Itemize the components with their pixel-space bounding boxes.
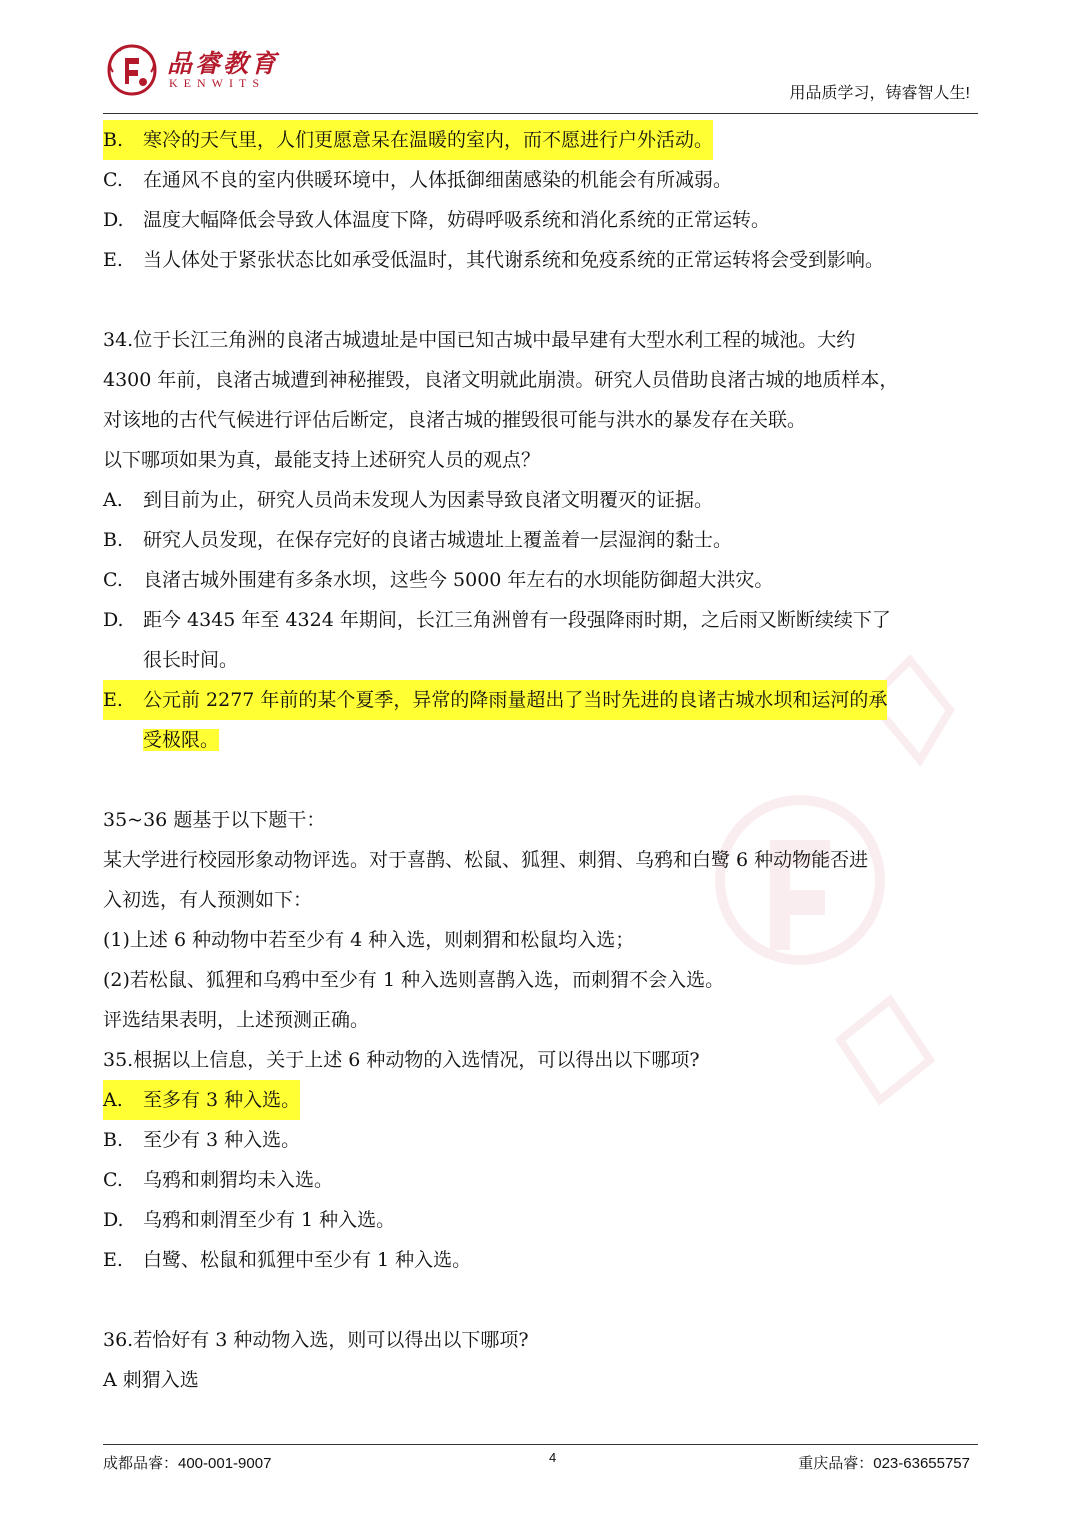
option-label: C. <box>103 569 123 591</box>
option-text: 寒冷的天气里，人们更愿意呆在温暖的室内，而不愿进行户外活动。 <box>143 129 714 151</box>
q35-36-stem-line-3: (1)上述 6 种动物中若至少有 4 种入选，则刺猬和松鼠均入选； <box>103 929 635 951</box>
q34-option-e-continuation <box>103 720 219 760</box>
q34-question: 以下哪项如果为真，最能支持上述研究人员的观点？ <box>103 449 541 471</box>
q35-option-a <box>103 1080 300 1120</box>
brand-logo <box>103 42 283 97</box>
highlight-mark <box>103 120 713 160</box>
option-label: B. <box>103 129 124 151</box>
highlight-mark <box>103 680 887 720</box>
option-text: 乌鸦和刺猬均未入选。 <box>143 1169 334 1191</box>
highlight-mark <box>103 1080 300 1120</box>
option-label: C. <box>103 1169 123 1191</box>
logo-emblem-icon <box>103 42 161 97</box>
option-label: B. <box>103 529 124 551</box>
logo-chinese-text: 品睿教育 <box>167 49 280 78</box>
option-label: A. <box>103 489 123 511</box>
q34-stem-line-3: 对该地的古代气候进行评估后断定，良渚古城的摧毁很可能与洪水的暴发存在关联。 <box>103 409 807 431</box>
footer-chengdu-contact: 成都品睿：400-001-9007 <box>103 1455 272 1472</box>
q33-option-c <box>103 160 732 200</box>
option-label: E. <box>103 1249 123 1271</box>
q36-option-a: A 刺猬入选 <box>103 1369 199 1391</box>
option-label: C. <box>103 169 123 191</box>
page-footer <box>0 1440 1080 1500</box>
q35-option-c <box>103 1160 333 1200</box>
option-text: 到目前为止，研究人员尚未发现人为因素导致良渚文明覆灭的证据。 <box>143 489 714 511</box>
option-label: E. <box>103 249 123 271</box>
logo-english-text: KENWITS <box>169 76 265 90</box>
q34-option-a <box>103 480 713 520</box>
header-divider <box>103 113 978 114</box>
q35-36-stem-line-4: (2)若松鼠、狐狸和乌鸦中至少有 1 种入选则喜鹊入选，而刺猬不会入选。 <box>103 969 725 991</box>
q35-option-b <box>103 1120 300 1160</box>
q34-option-c <box>103 560 773 600</box>
q35-36-stem-line-1: 某大学进行校园形象动物评选。对于喜鹊、松鼠、狐狸、刺猬、乌鸦和白鹭 6 种动物能否进 <box>103 849 869 871</box>
page-header <box>0 0 1080 116</box>
option-label: D. <box>103 1209 124 1231</box>
q35-36-stem-line-5: 评选结果表明，上述预测正确。 <box>103 1009 370 1031</box>
q35-question: 35.根据以上信息，关于上述 6 种动物的入选情况，可以得出以下哪项? <box>103 1049 700 1071</box>
highlight-mark: 受极限。 <box>143 729 220 751</box>
option-label: E. <box>103 689 123 711</box>
option-text: 公元前 2277 年前的某个夏季，异常的降雨量超出了当时先进的良诸古城水坝和运河的承 <box>143 689 888 711</box>
q35-36-intro: 35~36 题基于以下题干： <box>103 809 326 831</box>
q34-option-b <box>103 520 732 560</box>
q33-option-b <box>103 120 713 160</box>
q34-option-d <box>103 600 891 640</box>
option-text: 距今 4345 年至 4324 年期间，长江三角洲曾有一段强降雨时期，之后雨又断断续续下了 <box>143 609 891 631</box>
q33-option-e <box>103 240 884 280</box>
q34-option-d-continuation: 很长时间。 <box>143 649 239 671</box>
option-label: B. <box>103 1129 124 1151</box>
option-text: 乌鸦和刺渭至少有 1 种入选。 <box>143 1209 396 1231</box>
q35-option-e <box>103 1240 471 1280</box>
option-text: 当人体处于紧张状态比如承受低温时，其代谢系统和免疫系统的正常运转将会受到影响。 <box>143 249 885 271</box>
option-text: 温度大幅降低会导致人体温度下降，妨碍呼吸系统和消化系统的正常运转。 <box>143 209 771 231</box>
option-text: 在通风不良的室内供暖环境中，人体抵御细菌感染的机能会有所减弱。 <box>143 169 733 191</box>
footer-divider <box>103 1444 978 1445</box>
header-slogan: 用品质学习，铸睿智人生! <box>789 85 970 102</box>
q35-option-d <box>103 1200 395 1240</box>
option-text: 至少有 3 种入选。 <box>143 1129 301 1151</box>
option-label: D. <box>103 209 124 231</box>
option-label: A. <box>103 1089 123 1111</box>
option-text: 至多有 3 种入选。 <box>143 1089 301 1111</box>
page-number: 4 <box>549 1450 557 1465</box>
option-text: 白鹭、松鼠和狐狸中至少有 1 种入选。 <box>143 1249 472 1271</box>
q34-option-e <box>103 680 887 720</box>
q33-option-d <box>103 200 770 240</box>
option-text: 研究人员发现，在保存完好的良诸古城遗址上覆盖着一层湿润的黏士。 <box>143 529 733 551</box>
q34-stem-line-2: 4300 年前，良渚古城遭到神秘摧毁，良渚文明就此崩溃。研究人员借助良渚古城的地质样本， <box>103 369 899 391</box>
footer-chongqing-contact: 重庆品睿：023-63655757 <box>798 1455 970 1472</box>
q34-stem-line-1: 34.位于长江三角洲的良渚古城遗址是中国已知古城中最早建有大型水利工程的城池。大约 <box>103 329 856 351</box>
q35-36-stem-line-2: 入初选，有人预测如下： <box>103 889 313 911</box>
option-text: 良渚古城外围建有多条水坝，这些今 5000 年左右的水坝能防御超大洪灾。 <box>143 569 774 591</box>
q36-question: 36.若恰好有 3 种动物入选，则可以得出以下哪项? <box>103 1329 529 1351</box>
option-label: D. <box>103 609 124 631</box>
